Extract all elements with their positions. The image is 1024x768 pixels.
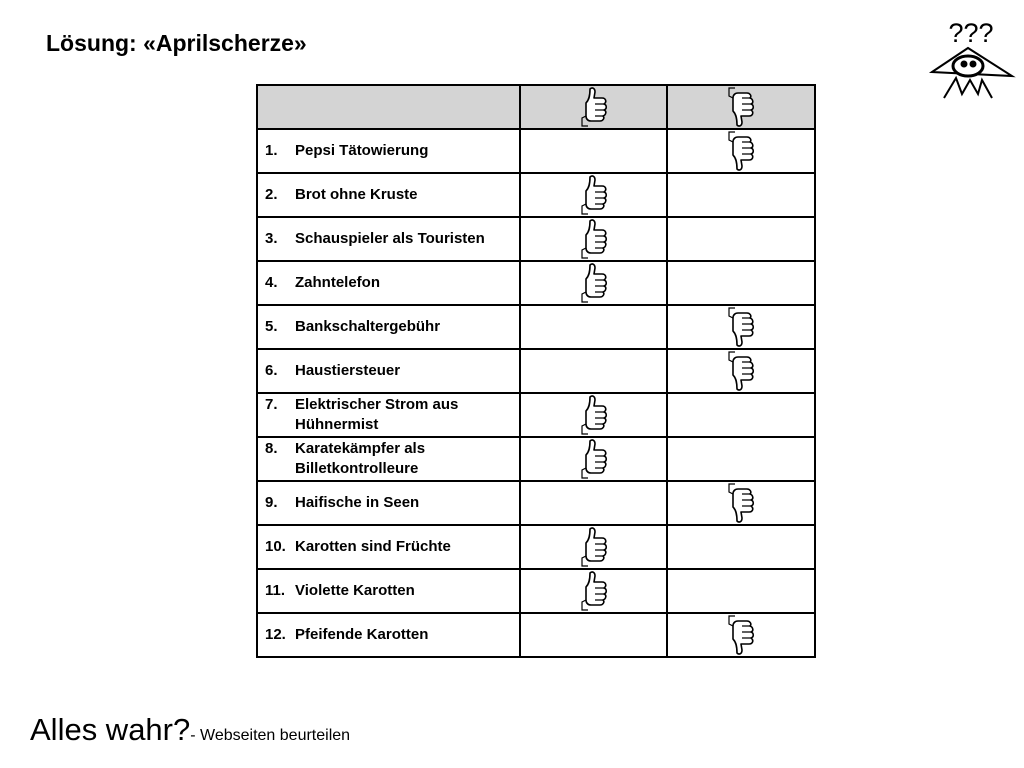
row-label: Bankschaltergebühr — [295, 318, 441, 335]
row-label: Violette Karotten — [295, 582, 415, 599]
table-row — [257, 305, 815, 349]
row-label: Karotten sind Früchte — [295, 538, 451, 555]
row-number: 11. — [265, 582, 286, 599]
true-cell — [520, 349, 667, 393]
row-label-cell — [257, 305, 520, 349]
table-header-row — [257, 85, 815, 129]
row-label: Pfeifende Karotten — [295, 626, 429, 643]
thumbs-up-icon — [579, 86, 609, 128]
true-cell — [520, 261, 667, 305]
true-cell — [520, 173, 667, 217]
false-cell — [667, 217, 815, 261]
table-row — [257, 437, 815, 481]
row-number: 8. — [265, 440, 278, 457]
row-label-cell — [257, 173, 520, 217]
true-cell — [520, 129, 667, 173]
true-cell — [520, 481, 667, 525]
row-label: Schauspieler als Touristen — [295, 230, 485, 247]
header-true-cell — [520, 85, 667, 129]
row-label-cell — [257, 349, 520, 393]
table-row — [257, 613, 815, 657]
table-row — [257, 217, 815, 261]
row-number: 12. — [265, 626, 286, 643]
false-cell — [667, 613, 815, 657]
row-number: 4. — [265, 274, 278, 291]
row-label-cell — [257, 569, 520, 613]
table-row — [257, 261, 815, 305]
true-cell — [520, 569, 667, 613]
true-cell — [520, 437, 667, 481]
true-cell — [520, 525, 667, 569]
row-label-cell — [257, 129, 520, 173]
false-cell — [667, 129, 815, 173]
row-label-cell — [257, 613, 520, 657]
row-label-cell — [257, 393, 520, 437]
table-row — [257, 569, 815, 613]
true-cell — [520, 393, 667, 437]
thumbs-up-icon — [579, 262, 609, 304]
footer-subtitle: - Webseiten beurteilen — [190, 727, 351, 744]
row-label-cell — [257, 261, 520, 305]
thumbs-up-icon — [579, 526, 609, 568]
false-cell — [667, 393, 815, 437]
thumbs-down-icon — [726, 130, 756, 172]
thumbs-down-icon — [726, 86, 756, 128]
table-row — [257, 393, 815, 437]
row-label-cell — [257, 217, 520, 261]
question-marks: ??? — [948, 18, 994, 48]
false-cell — [667, 437, 815, 481]
thumbs-up-icon — [579, 174, 609, 216]
row-label: Brot ohne Kruste — [295, 186, 418, 203]
confused-face-icon — [926, 16, 1016, 108]
false-cell — [667, 173, 815, 217]
row-label: Elektrischer Strom aus Hühnermist — [295, 396, 459, 433]
table-row — [257, 173, 815, 217]
row-label: Pepsi Tätowierung — [295, 142, 429, 159]
table-row — [257, 349, 815, 393]
header-empty-cell — [257, 85, 520, 129]
header-false-cell — [667, 85, 815, 129]
row-number: 1. — [265, 142, 278, 159]
footer — [30, 712, 350, 748]
false-cell — [667, 261, 815, 305]
table-row — [257, 481, 815, 525]
table-row — [257, 129, 815, 173]
thumbs-up-icon — [579, 570, 609, 612]
row-label-cell — [257, 437, 520, 481]
thumbs-down-icon — [726, 614, 756, 656]
row-label-cell — [257, 525, 520, 569]
false-cell — [667, 481, 815, 525]
row-number: 7. — [265, 396, 278, 413]
true-cell — [520, 305, 667, 349]
row-number: 6. — [265, 362, 278, 379]
thumbs-up-icon — [579, 438, 609, 480]
thumbs-up-icon — [579, 394, 609, 436]
answer-table — [256, 84, 816, 658]
row-number: 2. — [265, 186, 278, 203]
footer-title: Alles wahr? — [30, 712, 191, 747]
table-row — [257, 525, 815, 569]
false-cell — [667, 349, 815, 393]
false-cell — [667, 305, 815, 349]
row-label-cell — [257, 481, 520, 525]
row-number: 9. — [265, 494, 278, 511]
row-label: Zahntelefon — [295, 274, 380, 291]
page-title: Lösung: «Aprilscherze» — [46, 30, 307, 56]
row-number: 10. — [265, 538, 286, 555]
thumbs-down-icon — [726, 306, 756, 348]
true-cell — [520, 613, 667, 657]
row-label: Karatekämpfer als Billetkontrolleure — [295, 440, 426, 477]
row-number: 3. — [265, 230, 278, 247]
true-cell — [520, 217, 667, 261]
thumbs-up-icon — [579, 218, 609, 260]
thumbs-down-icon — [726, 350, 756, 392]
row-label: Haifische in Seen — [295, 494, 420, 511]
row-number: 5. — [265, 318, 278, 335]
thumbs-down-icon — [726, 482, 756, 524]
false-cell — [667, 525, 815, 569]
false-cell — [667, 569, 815, 613]
row-label: Haustiersteuer — [295, 362, 401, 379]
